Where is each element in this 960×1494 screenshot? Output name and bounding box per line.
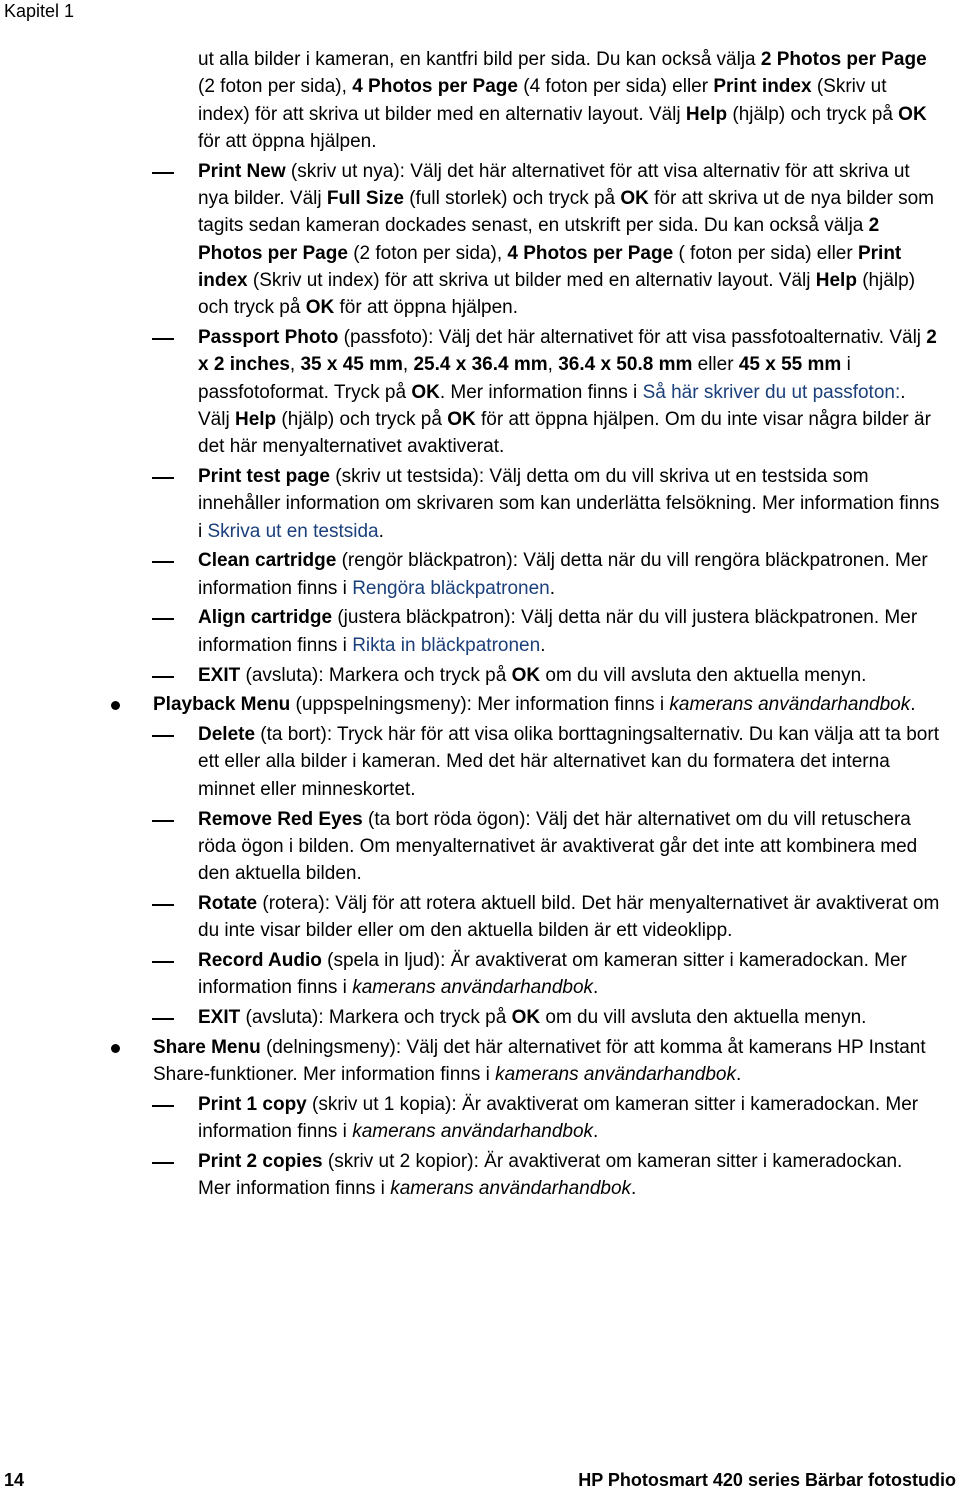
- bold-term: Playback Menu: [153, 694, 291, 716]
- text-run: (ta bort): Tryck här för att visa olika borttagningsalternativ. Du kan välja att ta bort ett eller alla bilder i kameran. Med det här alternativet kan du formatera det interna minnet eller minneskortet.: [198, 724, 939, 800]
- text-run: .: [378, 520, 384, 542]
- bold-term: EXIT: [198, 664, 241, 686]
- bullet-marker: [111, 701, 120, 710]
- option-text: [198, 1091, 940, 1146]
- option-text: [198, 890, 940, 945]
- text-run: (ta bort röda ögon): Välj det här alternativet om du vill retuschera röda ögon i bilden. Om menyalternativet är avaktiverat går det inte att kombinera med den aktuella bilden.: [198, 808, 918, 885]
- text-run: eller: [692, 354, 739, 376]
- bold-term: Record Audio: [198, 950, 322, 971]
- bold-term: Full Size: [326, 187, 404, 209]
- text-run: (rotera): Välj för att rotera aktuell bild. Det här menyalternativet är avaktiverat om du inte visar bilder eller om den aktuella bilden är ett videoklipp.: [198, 892, 940, 942]
- dash-marker: [152, 676, 174, 678]
- text-run: (passfoto): Välj det här alternativet för att visa passfotoalternativ. Välj: [338, 326, 927, 348]
- text-run: (2 foton per sida),: [347, 242, 508, 264]
- manual-reference: kamerans användarhandbok: [352, 977, 594, 999]
- bold-term: 35 x 45 mm: [300, 354, 403, 376]
- text-run: i passfotoformat. Tryck på: [198, 354, 851, 403]
- text-run: ,: [289, 354, 301, 376]
- bold-term: Print 2 copies: [198, 1151, 323, 1173]
- text-run: .: [910, 694, 916, 716]
- text-run: (Skriv ut index) för att skriva ut bilder med en alternativ layout. Välj: [198, 76, 887, 125]
- bold-term: 2 Photos per Page: [198, 215, 880, 264]
- bold-term: 4 Photos per Page: [352, 76, 518, 98]
- text-run: för att öppna hjälpen.: [334, 297, 519, 319]
- option-text: [198, 604, 940, 659]
- text-run: (full storlek) och tryck på: [403, 187, 621, 209]
- text-run: (delningsmeny): Välj det här alternativet för att komma åt kamerans HP Instant Share-funktioner. Mer information finns i: [153, 1036, 926, 1086]
- bold-term: Print 1 copy: [198, 1093, 307, 1115]
- manual-reference: kamerans användarhandbok: [669, 694, 911, 716]
- page-footer: [0, 1470, 960, 1492]
- bold-term: Remove Red Eyes: [198, 808, 363, 830]
- dash-marker: [152, 904, 174, 906]
- bold-term: OK: [411, 381, 440, 403]
- dash-marker: [152, 1018, 174, 1020]
- text-run: (justera bläckpatron): Välj detta när du vill justera bläckpatronen. Mer information finns i: [198, 607, 918, 656]
- text-run: (skriv ut 2 kopior): Är avaktiverat om kameran sitter i kameradockan. Mer information finns i: [198, 1151, 903, 1200]
- text-run: .: [631, 1178, 637, 1200]
- dash-marker: [152, 618, 174, 620]
- dash-marker: [152, 561, 174, 563]
- menu-option-exit-playback: [0, 1004, 960, 1031]
- menu-option-rotate: [0, 890, 960, 945]
- option-text: [198, 158, 940, 322]
- text-run: (skriv ut testsida): Välj detta om du vill skriva ut en testsida som innehåller information om skrivaren som kan underlätta felsökning. Mer information finns i: [198, 465, 940, 542]
- dash-marker: [152, 172, 174, 174]
- bold-term: Print index: [713, 76, 812, 98]
- bold-term: OK: [447, 408, 476, 430]
- bold-term: 2 x 2 inches: [198, 326, 937, 376]
- text-run: (skriv ut nya): Välj det här alternativet för att visa alternativ för att skriva ut nya bilder. Välj: [198, 160, 910, 209]
- document-title: HP Photosmart 420 series Bärbar fotostudio: [578, 1470, 956, 1490]
- text-run: (avsluta): Markera och tryck på: [240, 1007, 512, 1029]
- option-text: [198, 721, 940, 803]
- menu-option-delete: [0, 721, 960, 803]
- text-run: ,: [547, 354, 559, 376]
- bold-term: Help: [815, 269, 857, 291]
- menu-option-remove-red-eyes: [0, 806, 960, 888]
- text-run: (uppspelningsmeny): Mer information finns i: [290, 694, 670, 716]
- bold-term: EXIT: [198, 1007, 241, 1029]
- cross-reference-link[interactable]: Skriva ut en testsida: [207, 520, 379, 542]
- bold-term: Print index: [198, 242, 902, 291]
- text-run: för att öppna hjälpen.: [198, 130, 377, 152]
- menu-option-print-2-copies: [0, 1148, 960, 1203]
- text-run: .: [736, 1064, 742, 1086]
- manual-reference: kamerans användarhandbok: [390, 1178, 632, 1200]
- bold-term: OK: [511, 664, 541, 686]
- text-run: ut alla bilder i kameran, en kantfri bild per sida. Du kan också välja: [198, 49, 761, 70]
- bold-term: Help: [685, 103, 728, 125]
- text-run: om du vill avsluta den aktuella menyn.: [540, 664, 867, 686]
- menu-text: [153, 1034, 953, 1089]
- bold-term: Help: [234, 408, 277, 430]
- cross-reference-link[interactable]: Rengöra bläckpatronen: [352, 577, 550, 599]
- cross-reference-link[interactable]: Så här skriver du ut passfoton:: [642, 381, 901, 403]
- text-run: . Välj: [198, 381, 906, 430]
- bold-term: Clean cartridge: [198, 550, 337, 572]
- bold-term: OK: [620, 187, 649, 209]
- text-run: .: [540, 634, 546, 656]
- menu-option-clean-cartridge: [0, 547, 960, 602]
- bold-term: 36.4 x 50.8 mm: [558, 354, 693, 376]
- menu-option-align-cartridge: [0, 604, 960, 659]
- bold-term: Rotate: [198, 892, 258, 914]
- text-run: för att öppna hjälpen. Om du inte visar några bilder är det här menyalternativet avaktiverat.: [198, 408, 931, 458]
- bold-term: OK: [511, 1007, 541, 1029]
- text-run: (skriv ut 1 kopia): Är avaktiverat om kameran sitter i kameradockan. Mer information finns i: [198, 1093, 919, 1143]
- bold-term: Share Menu: [153, 1036, 261, 1058]
- bold-term: Print New: [198, 160, 286, 182]
- text-run: ( foton per sida) eller: [673, 242, 858, 264]
- option-text: [198, 1004, 940, 1031]
- text-run: om du vill avsluta den aktuella menyn.: [540, 1007, 867, 1029]
- text-run: (4 foton per sida) eller: [517, 76, 714, 98]
- bold-term: Print test page: [198, 465, 330, 487]
- chapter-header: Kapitel 1: [4, 1, 75, 21]
- option-text: [198, 947, 940, 1002]
- text-run: för att skriva ut de nya bilder som tagits sedan kameran dockades senast, en utskrift per sida. Du kan också välja: [198, 187, 935, 237]
- manual-reference: kamerans användarhandbok: [495, 1064, 737, 1086]
- option-text: [198, 806, 940, 888]
- menu-option-print-new: [0, 158, 960, 322]
- bold-term: OK: [305, 297, 335, 319]
- intro-text: [198, 46, 940, 155]
- text-run: (spela in ljud): Är avaktiverat om kameran sitter i kameradockan. Mer information finns i: [198, 950, 907, 999]
- option-text: [198, 547, 940, 602]
- bold-term: 2 Photos per Page: [760, 49, 927, 70]
- page-number: 14: [4, 1470, 25, 1490]
- text-run: (rengör bläckpatron): Välj detta när du vill rengöra bläckpatronen. Mer information finns i: [198, 550, 928, 599]
- text-run: .: [593, 977, 599, 999]
- dash-marker: [152, 820, 174, 822]
- option-text: [198, 463, 940, 545]
- text-run: (2 foton per sida),: [198, 76, 353, 98]
- bold-term: 45 x 55 mm: [738, 354, 842, 376]
- option-text: [198, 324, 940, 460]
- text-run: (Skriv ut index) för att skriva ut bilder med en alternativ layout. Välj: [247, 269, 816, 291]
- bold-term: Delete: [198, 724, 256, 746]
- intro-paragraph: [0, 46, 960, 155]
- menu-option-record-audio: [0, 947, 960, 1002]
- menu-option-print-1-copy: [0, 1091, 960, 1146]
- menu-text: [153, 691, 953, 718]
- text-run: (avsluta): Markera och tryck på: [240, 664, 512, 686]
- cross-reference-link[interactable]: Rikta in bläckpatronen: [352, 634, 541, 656]
- bold-term: Align cartridge: [198, 607, 333, 629]
- dash-marker: [152, 477, 174, 479]
- dash-marker: [152, 961, 174, 963]
- menu-playback: [0, 691, 960, 718]
- menu-option-print-test-page: [0, 463, 960, 545]
- text-run: .: [549, 577, 555, 599]
- manual-reference: kamerans användarhandbok: [352, 1121, 594, 1143]
- text-run: . Mer information finns i: [439, 381, 643, 403]
- bullet-marker: [111, 1044, 120, 1053]
- dash-marker: [152, 1162, 174, 1164]
- option-text: [198, 662, 940, 689]
- text-run: .: [593, 1121, 599, 1143]
- dash-marker: [152, 1105, 174, 1107]
- menu-option-exit: [0, 662, 960, 689]
- dash-marker: [152, 735, 174, 737]
- bold-term: 25.4 x 36.4 mm: [413, 354, 548, 376]
- page-content: [0, 46, 960, 1203]
- bold-term: 4 Photos per Page: [507, 242, 674, 264]
- text-run: (hjälp) och tryck på: [198, 269, 916, 319]
- option-text: [198, 1148, 940, 1203]
- menu-share: [0, 1034, 960, 1089]
- text-run: (hjälp) och tryck på: [276, 408, 448, 430]
- menu-option-passport-photo: [0, 324, 960, 460]
- text-run: (hjälp) och tryck på: [727, 103, 899, 125]
- bold-term: OK: [898, 103, 927, 125]
- text-run: ,: [402, 354, 414, 376]
- bold-term: Passport Photo: [198, 326, 339, 348]
- dash-marker: [152, 338, 174, 340]
